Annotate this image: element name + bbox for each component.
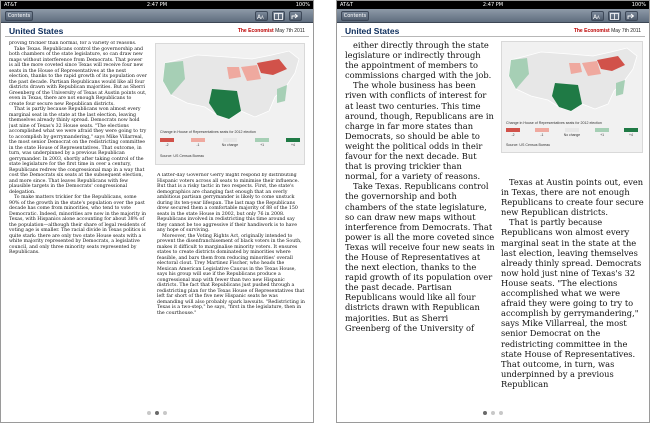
text-size-icon — [257, 13, 266, 20]
ipad-screen-left — [0, 0, 314, 423]
publication-name: The Economist — [573, 28, 610, 34]
clock: 2:47 PM — [482, 2, 504, 8]
text-size-icon — [593, 13, 602, 20]
us-map-graphic — [503, 43, 643, 121]
share-button[interactable] — [289, 11, 302, 21]
share-button[interactable] — [625, 11, 638, 21]
section-header — [5, 25, 309, 37]
legend-item: +1 — [255, 138, 269, 147]
house-seats-map-figure — [155, 43, 305, 165]
svg-text:A: A — [257, 14, 262, 20]
paragraph: either directly through the state legislature or indirectly through the appointment of members to commissions charged with the job. — [345, 40, 492, 81]
paragraph: That is partly because Republicans won almost every marginal seat in the state at the last election, leaving themselves already thinly spread. Democrats now hold just nine of Texas's 32 House seats. "The elections accomplished what we were afraid they were going to try to accomplish by gerrymandering," says Mike Villarreal, the most senior Democrat on the redistricting committee in the state House of Representatives. That outcome, in turn, was underpinned by a previous Republican — [501, 217, 642, 389]
paragraph: Take Texas. Republicans control the governorship and both chambers of the state legislature, so can draw new maps without interference from Democrats. That power is all the more coveted since Texas will receive four new seats in the House of Representatives at the next election, thanks to the rapid growth of its population over the past decade. Partisan Republicans would like all four districts drawn with Republican majorities. But as Sherri Greenberg of the University of — [345, 181, 495, 333]
section-title: United States — [9, 26, 64, 36]
paragraph: Texas at Austin points out, even in Texas, there are not enough Republicans to create four secure new Republican districts. — [501, 177, 644, 218]
us-map-graphic — [157, 45, 305, 130]
svg-text:A: A — [593, 14, 598, 20]
paragraph: To make matters trickier for the Republicans, some 90% of the growth in the state's population over the past decade has come from minorities, who tend to vote Democratic. Indeed, minorities are now in the majority in Texas, with Hispanics alone accounting for about 38% of the population—although their share of legal residents of voting age is smaller. The racial divide in Texas politics is quite stark: there are only two state House seats with a white majority represented by Democrats, a legislative council, and only three minority seats represented by Republicans. — [9, 195, 147, 255]
contents-button[interactable]: Contents — [5, 11, 33, 21]
page-dot[interactable] — [499, 411, 503, 415]
svg-text:A: A — [597, 15, 600, 20]
paragraph: Moreover, the Voting Rights Act, originally intended to prevent the disenfranchisement of black voters in the South, makes it difficult to marginalise minority voters. It ensures states to create districts dominated by minorities where feasible, and bars them from reducing minorities' overall electoral clout. Trey Martinez Fischer, who heads the Mexican American Legislative Caucus in the Texas House, says his group will sue if the Republicans produce a congressional map with fewer than two new Hispanic districts. The fact that Republicans just pushed through a redistricting plan for the Texas House of Representatives that left far short of the five new Hispanic seats he was demanding will also probably spark lawsuits. "Redistricting in Texas is a two-step," he says, "first in the legislature, then in the courthouse." — [157, 233, 305, 316]
publication-name: The Economist — [237, 28, 274, 34]
article-column-1 — [345, 40, 495, 414]
text-size-button[interactable] — [255, 11, 268, 21]
article-column-1 — [9, 41, 147, 411]
legend-item: -1 — [535, 128, 549, 137]
legend-item: No change — [564, 128, 580, 137]
figure-caption: Change in House of Representatives seats for 2012 election — [160, 130, 256, 134]
page-dot[interactable] — [147, 411, 151, 415]
page-layout-button[interactable] — [608, 11, 621, 21]
carrier-label: AT&T — [4, 2, 18, 8]
share-icon — [627, 13, 636, 20]
legend-item: -2 — [160, 138, 174, 147]
battery-label: 100% — [295, 2, 310, 8]
paragraph: The whole business has been riven with conflicts of interest for at least two centuries. This time around, though, Republicans are in charge in far more states than Democrats, so should be able to weight the political odds in their favour for the next decade. But that is proving trickier than normal, for a variety of reasons. — [345, 80, 494, 182]
status-bar — [1, 1, 313, 9]
reader-toolbar — [1, 9, 313, 23]
page-dot-active[interactable] — [483, 411, 487, 415]
plains-region — [227, 67, 241, 79]
legend-item: No change — [222, 138, 238, 147]
house-seats-map-figure — [501, 41, 643, 153]
legend-item: -2 — [506, 128, 520, 137]
article-column-2 — [157, 173, 305, 413]
issue-meta — [574, 28, 641, 34]
clock: 2:47 PM — [146, 2, 168, 8]
paragraph: A latter-day Governor Gerry might respond by distributing Hispanic voters across all seats to minimise their influence. But that is a risky tactic in two respects. First, the state's demographics are changing fast enough that an overly ambitious partisan gerrymander is likely to come unstuck during its ten-year lifespan. The last map the Republicans drew secured them a comfortable majority of 88 of the 150 seats in the state House in 2002, but only 76 in 2008. Republicans involved in redistricting this time around say they cannot be too aggressive if their handiwork is to have any hope of surviving. — [157, 173, 300, 233]
page-layout-icon — [610, 13, 619, 20]
paragraph: proving trickier than normal, for a variety of reasons. — [9, 41, 137, 46]
issue-meta — [238, 28, 305, 34]
ipad-screen-right — [336, 0, 650, 423]
contents-button[interactable]: Contents — [341, 11, 369, 21]
page-indicator[interactable] — [337, 400, 649, 419]
carrier-label: AT&T — [340, 2, 354, 8]
legend-item: +1 — [595, 128, 609, 137]
page-dot[interactable] — [163, 411, 167, 415]
page-layout-icon — [274, 13, 283, 20]
page-dot-active[interactable] — [155, 411, 159, 415]
svg-text:A: A — [261, 15, 264, 20]
plains-region — [569, 63, 582, 74]
figure-source: Source: US Census Bureau — [160, 154, 205, 158]
status-bar — [337, 1, 649, 9]
paragraph: Take Texas. Republicans control the governorship and both chambers of the state legislature, so can draw new maps without interference from Democrats. That power is all the more coveted since Texas will receive four new seats in the House of Representatives at the next election, thanks to the rapid growth of its population over the past decade. Partisan Republicans would like all four districts drawn with Republican majorities. But as Sherri Greenberg of the University of Texas at Austin points out, even in Texas, there are not enough Republicans to create four secure new Republican districts. — [9, 46, 147, 107]
legend-item: +4 — [624, 128, 638, 137]
figure-caption: Change in House of Representatives seats for 2012 election — [506, 121, 602, 125]
page-dot[interactable] — [491, 411, 495, 415]
issue-date: May 7th 2011 — [611, 28, 641, 34]
paragraph: That is partly because Republicans won almost every marginal seat in the state at the last election, leaving themselves already thinly spread. Democrats now hold just nine of Texas's 32 House seats. "The elections accomplished what we were afraid they were going to try to accomplish by gerrymandering," says Mike Villarreal, the most senior Democrat on the redistricting committee in the state House of Representatives. That outcome, in turn, was underpinned by a previous Republican gerrymander. In 2003, shortly after taking control of the state legislature for the first time in over a century, Republicans redrew the congressional map in a way that cost the Democrats six seats at the subsequent election, and more since. That leaves Republicans with few plausible targets in the Democrats' congressional delegation. — [9, 107, 147, 195]
legend-item: +4 — [286, 138, 300, 147]
section-title: United States — [345, 26, 400, 36]
map-legend — [506, 128, 638, 137]
issue-date: May 7th 2011 — [275, 28, 305, 34]
map-legend — [160, 138, 300, 147]
page-layout-button[interactable] — [272, 11, 285, 21]
reader-toolbar — [337, 9, 649, 23]
texas-region — [552, 83, 582, 111]
battery-label: 100% — [631, 2, 646, 8]
figure-source: Source: US Census Bureau — [506, 143, 551, 147]
share-icon — [291, 13, 300, 20]
text-size-button[interactable] — [591, 11, 604, 21]
legend-item: -1 — [191, 138, 205, 147]
page-indicator[interactable] — [1, 400, 313, 419]
section-header — [341, 25, 645, 37]
article-column-2 — [501, 177, 645, 414]
